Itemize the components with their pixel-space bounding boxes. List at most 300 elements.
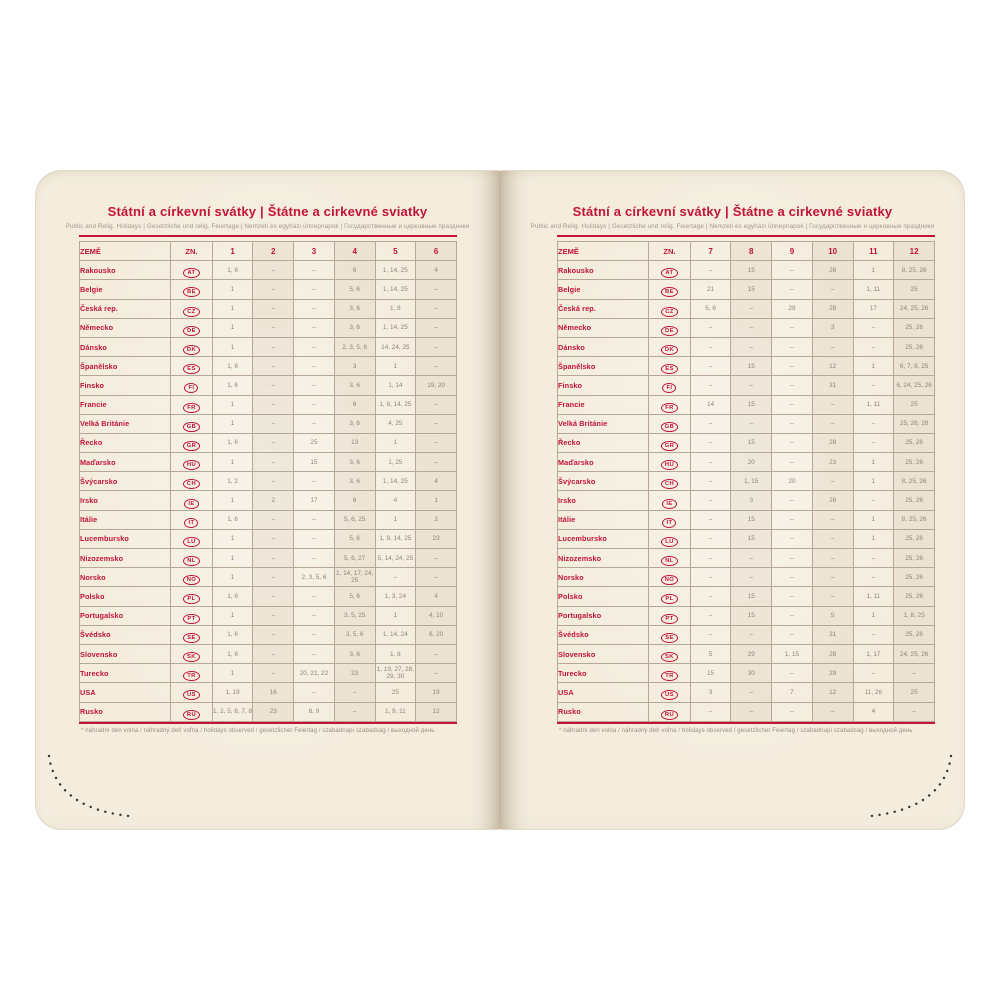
country-cell: Česká rep. bbox=[80, 299, 171, 318]
code-cell bbox=[171, 568, 212, 587]
holiday-dates-cell: 17 bbox=[853, 299, 894, 318]
holiday-dates-cell: – bbox=[853, 433, 894, 452]
holiday-dates-cell: – bbox=[416, 568, 457, 587]
month-column-header: 1 bbox=[212, 242, 253, 261]
holiday-dates-cell: – bbox=[690, 414, 731, 433]
holiday-dates-cell: 7 bbox=[772, 683, 813, 702]
table-row bbox=[558, 357, 935, 376]
holiday-dates-cell: 11, 26 bbox=[853, 683, 894, 702]
country-code-badge: LU bbox=[183, 537, 200, 547]
country-cell: Polsko bbox=[558, 587, 649, 606]
country-code-badge: IE bbox=[662, 499, 676, 509]
holiday-dates-cell: 15 bbox=[731, 433, 772, 452]
holiday-dates-cell: – bbox=[294, 472, 335, 491]
holiday-dates-cell: – bbox=[294, 261, 335, 280]
code-cell bbox=[649, 491, 690, 510]
holiday-dates-cell: 29 bbox=[812, 664, 853, 683]
code-cell bbox=[171, 472, 212, 491]
country-code-badge: CZ bbox=[661, 307, 678, 317]
holiday-dates-cell: 23 bbox=[253, 702, 294, 721]
holiday-dates-cell: – bbox=[690, 702, 731, 721]
holiday-dates-cell: 3, 6 bbox=[334, 414, 375, 433]
country-cell: Belgie bbox=[80, 280, 171, 299]
table-row bbox=[558, 625, 935, 644]
country-code-badge: LU bbox=[661, 537, 678, 547]
holiday-dates-cell: 15 bbox=[731, 357, 772, 376]
country-cell: Rakousko bbox=[558, 261, 649, 280]
code-cell bbox=[649, 625, 690, 644]
holiday-dates-cell: 1 bbox=[212, 549, 253, 568]
code-cell bbox=[649, 261, 690, 280]
code-column-header: ZN. bbox=[649, 242, 690, 261]
country-code-badge: BE bbox=[183, 287, 200, 297]
table-row bbox=[558, 568, 935, 587]
holiday-dates-cell: 1, 14, 25 bbox=[375, 318, 416, 337]
table-row bbox=[80, 664, 457, 683]
holiday-dates-cell: 6, 20 bbox=[416, 625, 457, 644]
holiday-dates-cell: – bbox=[690, 376, 731, 395]
code-cell bbox=[171, 299, 212, 318]
country-code-badge: SK bbox=[661, 652, 678, 662]
holiday-dates-cell: – bbox=[690, 568, 731, 587]
holiday-dates-cell: 1, 6 bbox=[212, 625, 253, 644]
holiday-dates-cell: – bbox=[690, 261, 731, 280]
code-cell bbox=[171, 414, 212, 433]
code-cell bbox=[171, 683, 212, 702]
country-cell: Irsko bbox=[80, 491, 171, 510]
country-code-badge: IE bbox=[184, 499, 198, 509]
holiday-dates-cell: 3, 5, 25 bbox=[334, 606, 375, 625]
holiday-dates-cell: 1, 2 bbox=[212, 472, 253, 491]
holidays-table-months-1-6 bbox=[79, 241, 457, 722]
table-row bbox=[558, 472, 935, 491]
holiday-dates-cell: 1 bbox=[853, 261, 894, 280]
holiday-dates-cell: 1, 14, 25 bbox=[375, 261, 416, 280]
holiday-dates-cell: 19, 20 bbox=[416, 376, 457, 395]
country-cell: Turecko bbox=[558, 664, 649, 683]
holiday-dates-cell: 1, 15 bbox=[772, 644, 813, 663]
holiday-dates-cell: – bbox=[416, 664, 457, 683]
holiday-dates-cell: – bbox=[812, 549, 853, 568]
month-column-header: 4 bbox=[334, 242, 375, 261]
holiday-dates-cell: 1 bbox=[212, 606, 253, 625]
holiday-dates-cell: – bbox=[772, 510, 813, 529]
page-title: Státní a církevní svátky | Štátne a cirkevné sviatky bbox=[107, 204, 428, 219]
holiday-dates-cell: – bbox=[772, 357, 813, 376]
holiday-dates-cell: – bbox=[690, 337, 731, 356]
holiday-dates-cell: 4, 10 bbox=[416, 606, 457, 625]
holiday-dates-cell: 5, 6 bbox=[334, 529, 375, 548]
holiday-dates-cell: 12 bbox=[812, 683, 853, 702]
holiday-dates-cell: 4 bbox=[416, 472, 457, 491]
holiday-dates-cell: – bbox=[812, 529, 853, 548]
table-row bbox=[558, 510, 935, 529]
holiday-dates-cell: 5, 6 bbox=[334, 587, 375, 606]
holiday-dates-cell: 1, 14 bbox=[375, 376, 416, 395]
code-cell bbox=[171, 587, 212, 606]
holiday-dates-cell: 1 bbox=[375, 357, 416, 376]
holiday-dates-cell: 2, 3, 5, 6 bbox=[334, 337, 375, 356]
holiday-dates-cell: 5 bbox=[690, 644, 731, 663]
holiday-dates-cell: – bbox=[294, 644, 335, 663]
month-column-header: 11 bbox=[853, 242, 894, 261]
table-row bbox=[558, 491, 935, 510]
holiday-dates-cell: – bbox=[690, 357, 731, 376]
holiday-dates-cell: 31 bbox=[812, 625, 853, 644]
holiday-dates-cell: – bbox=[416, 318, 457, 337]
holiday-dates-cell: – bbox=[731, 625, 772, 644]
table-row bbox=[558, 376, 935, 395]
holiday-dates-cell: 1, 6 bbox=[212, 587, 253, 606]
country-cell: Finsko bbox=[558, 376, 649, 395]
code-cell bbox=[649, 337, 690, 356]
holiday-dates-cell: 1 bbox=[416, 491, 457, 510]
holiday-dates-cell: – bbox=[853, 568, 894, 587]
code-cell bbox=[649, 702, 690, 721]
code-cell bbox=[649, 510, 690, 529]
holidays-table-months-7-12 bbox=[557, 241, 935, 722]
code-cell bbox=[649, 318, 690, 337]
table-row bbox=[80, 357, 457, 376]
divider-rule bbox=[79, 235, 457, 237]
holiday-dates-cell: 5, 14, 24, 25 bbox=[375, 549, 416, 568]
code-cell bbox=[649, 529, 690, 548]
country-code-badge: FR bbox=[183, 403, 200, 413]
country-code-badge: RU bbox=[661, 710, 678, 720]
holiday-dates-cell: – bbox=[772, 280, 813, 299]
holiday-dates-cell: 25, 26 bbox=[894, 568, 935, 587]
table-row bbox=[80, 299, 457, 318]
holiday-dates-cell: 4 bbox=[416, 261, 457, 280]
holiday-dates-cell: – bbox=[253, 414, 294, 433]
holiday-dates-cell: – bbox=[253, 549, 294, 568]
holiday-dates-cell: 1 bbox=[212, 337, 253, 356]
country-cell: Portugalsko bbox=[80, 606, 171, 625]
code-cell bbox=[649, 433, 690, 452]
footnote: * náhradní den volna / náhradný deň voľna / holidays observed / gesetzlicher Feiertag / szabadnapi szabadság / выходной день bbox=[559, 727, 913, 734]
holiday-dates-cell: – bbox=[294, 299, 335, 318]
holiday-dates-cell: 1, 8 bbox=[375, 299, 416, 318]
holiday-dates-cell: – bbox=[253, 261, 294, 280]
holiday-dates-cell: 1, 3, 24 bbox=[375, 587, 416, 606]
month-column-header: 12 bbox=[894, 242, 935, 261]
holiday-dates-cell: – bbox=[772, 587, 813, 606]
holiday-dates-cell: 1, 8 bbox=[375, 644, 416, 663]
holiday-dates-cell: 2 bbox=[253, 491, 294, 510]
code-cell bbox=[649, 587, 690, 606]
table-row bbox=[558, 414, 935, 433]
holiday-dates-cell: – bbox=[416, 414, 457, 433]
code-cell bbox=[171, 510, 212, 529]
country-cell: USA bbox=[558, 683, 649, 702]
holiday-dates-cell: 25 bbox=[294, 433, 335, 452]
country-cell: Řecko bbox=[80, 433, 171, 452]
holiday-dates-cell: 4 bbox=[375, 491, 416, 510]
holiday-dates-cell: 15 bbox=[731, 606, 772, 625]
country-code-badge: GR bbox=[183, 441, 201, 451]
code-cell bbox=[171, 529, 212, 548]
table-row bbox=[80, 606, 457, 625]
holiday-dates-cell: – bbox=[416, 337, 457, 356]
holiday-dates-cell: – bbox=[772, 664, 813, 683]
country-cell: Švýcarsko bbox=[558, 472, 649, 491]
holiday-dates-cell: 15 bbox=[294, 453, 335, 472]
holiday-dates-cell: – bbox=[812, 280, 853, 299]
country-code-badge: PT bbox=[183, 614, 199, 624]
holiday-dates-cell: – bbox=[894, 702, 935, 721]
country-cell: Německo bbox=[80, 318, 171, 337]
holiday-dates-cell: 1, 9, 14, 25 bbox=[375, 529, 416, 548]
country-cell: Rusko bbox=[558, 702, 649, 721]
holiday-dates-cell: 1 bbox=[212, 318, 253, 337]
holiday-dates-cell: 1 bbox=[375, 606, 416, 625]
holiday-dates-cell: 4 bbox=[416, 587, 457, 606]
holiday-dates-cell: – bbox=[253, 529, 294, 548]
country-code-badge: DE bbox=[183, 326, 200, 336]
holiday-dates-cell: – bbox=[253, 510, 294, 529]
holiday-dates-cell: – bbox=[294, 395, 335, 414]
code-cell bbox=[649, 568, 690, 587]
country-code-badge: DE bbox=[661, 326, 678, 336]
holiday-dates-cell: 28 bbox=[772, 299, 813, 318]
holiday-dates-cell: 28 bbox=[812, 433, 853, 452]
table-row bbox=[558, 261, 935, 280]
code-cell bbox=[649, 395, 690, 414]
holiday-dates-cell: 25, 26 bbox=[894, 587, 935, 606]
divider-rule bbox=[557, 235, 935, 237]
holiday-dates-cell: – bbox=[253, 433, 294, 452]
table-row bbox=[80, 529, 457, 548]
holiday-dates-cell: – bbox=[731, 702, 772, 721]
code-cell bbox=[171, 549, 212, 568]
holiday-dates-cell: 1, 8, 25 bbox=[894, 606, 935, 625]
holiday-dates-cell: 1, 14, 24 bbox=[375, 625, 416, 644]
table-row bbox=[80, 414, 457, 433]
country-column-header: ZEMĚ bbox=[558, 242, 649, 261]
holiday-dates-cell: 1, 6 bbox=[212, 510, 253, 529]
holiday-dates-cell: 6 bbox=[334, 395, 375, 414]
country-cell: Lucembursko bbox=[558, 529, 649, 548]
holiday-dates-cell: – bbox=[812, 414, 853, 433]
holiday-dates-cell: – bbox=[772, 625, 813, 644]
holiday-dates-cell: – bbox=[294, 683, 335, 702]
code-cell bbox=[171, 318, 212, 337]
holiday-dates-cell: – bbox=[690, 491, 731, 510]
page-subtitle: Public and Relig. Holidays | Gesetzliche und relig. Feiertage | Nemzeti és egyházi ünnepnapok | Государственные и церковные праздники bbox=[530, 223, 935, 230]
month-column-header: 7 bbox=[690, 242, 731, 261]
holiday-dates-cell: 3, 6 bbox=[334, 472, 375, 491]
country-code-badge: GB bbox=[183, 422, 201, 432]
holiday-dates-cell: – bbox=[853, 625, 894, 644]
holiday-dates-cell: – bbox=[416, 299, 457, 318]
month-column-header: 3 bbox=[294, 242, 335, 261]
country-cell: Belgie bbox=[558, 280, 649, 299]
holiday-dates-cell: – bbox=[690, 529, 731, 548]
country-code-badge: SE bbox=[183, 633, 200, 643]
holiday-dates-cell: 1, 6 bbox=[212, 433, 253, 452]
holiday-dates-cell: 3, 6 bbox=[334, 376, 375, 395]
holiday-dates-cell: – bbox=[416, 453, 457, 472]
holiday-dates-cell: 30 bbox=[731, 664, 772, 683]
month-column-header: 8 bbox=[731, 242, 772, 261]
country-code-badge: FI bbox=[184, 383, 198, 393]
table-row bbox=[80, 376, 457, 395]
country-code-badge: FI bbox=[662, 383, 676, 393]
holiday-dates-cell: – bbox=[416, 644, 457, 663]
country-code-badge: HU bbox=[661, 460, 678, 470]
country-code-badge: PT bbox=[661, 614, 677, 624]
table-row bbox=[558, 587, 935, 606]
holiday-dates-cell: – bbox=[416, 549, 457, 568]
table-row bbox=[558, 664, 935, 683]
holiday-dates-cell: – bbox=[812, 395, 853, 414]
holiday-dates-cell: 23 bbox=[334, 664, 375, 683]
holiday-dates-cell: – bbox=[253, 587, 294, 606]
holiday-dates-cell: 16 bbox=[253, 683, 294, 702]
table-header-row bbox=[80, 242, 457, 261]
month-column-header: 9 bbox=[772, 242, 813, 261]
table-row bbox=[80, 625, 457, 644]
page-title: Státní a církevní svátky | Štátne a cirkevné sviatky bbox=[572, 204, 893, 219]
holiday-dates-cell: – bbox=[812, 702, 853, 721]
footnote: * náhradní den volna / náhradný deň voľna / holidays observed / gesetzlicher Feiertag / szabadnapi szabadság / выходной день bbox=[81, 727, 435, 734]
country-code-badge: PL bbox=[661, 594, 677, 604]
holiday-dates-cell: 24, 25, 26 bbox=[894, 644, 935, 663]
country-code-badge: ES bbox=[661, 364, 678, 374]
country-code-badge: PL bbox=[183, 594, 199, 604]
holiday-dates-cell: – bbox=[772, 529, 813, 548]
holiday-dates-cell: 25 bbox=[375, 683, 416, 702]
country-code-badge: CZ bbox=[183, 307, 200, 317]
code-cell bbox=[171, 664, 212, 683]
country-cell: Česká rep. bbox=[558, 299, 649, 318]
holiday-dates-cell: 2 bbox=[416, 510, 457, 529]
holiday-dates-cell: – bbox=[812, 472, 853, 491]
code-cell bbox=[171, 261, 212, 280]
holiday-dates-cell: 5, 6 bbox=[690, 299, 731, 318]
holiday-dates-cell: – bbox=[731, 683, 772, 702]
holiday-dates-cell: – bbox=[772, 491, 813, 510]
country-code-badge: ES bbox=[183, 364, 200, 374]
holiday-dates-cell: 23 bbox=[416, 529, 457, 548]
country-code-badge: NL bbox=[661, 556, 678, 566]
holiday-dates-cell: 25, 26, 28 bbox=[894, 414, 935, 433]
country-code-badge: IT bbox=[662, 518, 676, 528]
code-cell bbox=[171, 280, 212, 299]
code-cell bbox=[649, 644, 690, 663]
country-code-badge: NL bbox=[183, 556, 200, 566]
table-row bbox=[80, 549, 457, 568]
country-cell: Francie bbox=[80, 395, 171, 414]
country-cell: Maďarsko bbox=[558, 453, 649, 472]
holiday-dates-cell: – bbox=[731, 299, 772, 318]
country-code-badge: GR bbox=[661, 441, 679, 451]
country-code-badge: DK bbox=[183, 345, 200, 355]
holiday-dates-cell: 19 bbox=[416, 683, 457, 702]
table-row bbox=[80, 433, 457, 452]
country-cell: Turecko bbox=[80, 664, 171, 683]
country-code-badge: NO bbox=[183, 575, 201, 585]
code-cell bbox=[171, 337, 212, 356]
holiday-dates-cell: – bbox=[690, 472, 731, 491]
country-cell: Maďarsko bbox=[80, 453, 171, 472]
table-row bbox=[558, 337, 935, 356]
holiday-dates-cell: 15 bbox=[731, 587, 772, 606]
holiday-dates-cell: – bbox=[294, 529, 335, 548]
country-code-badge: AT bbox=[661, 268, 677, 278]
holiday-dates-cell: 3 bbox=[690, 683, 731, 702]
holiday-dates-cell: – bbox=[853, 664, 894, 683]
code-cell bbox=[649, 299, 690, 318]
table-row bbox=[80, 337, 457, 356]
holiday-dates-cell: 13 bbox=[334, 433, 375, 452]
holiday-dates-cell: 6 bbox=[334, 261, 375, 280]
table-row bbox=[558, 433, 935, 452]
code-cell bbox=[649, 606, 690, 625]
table-row bbox=[80, 568, 457, 587]
holiday-dates-cell: 1 bbox=[212, 453, 253, 472]
holiday-dates-cell: 1 bbox=[853, 529, 894, 548]
country-code-badge: TR bbox=[183, 671, 200, 681]
holiday-dates-cell: – bbox=[731, 337, 772, 356]
country-cell: Francie bbox=[558, 395, 649, 414]
holiday-dates-cell: – bbox=[772, 568, 813, 587]
country-cell: Rakousko bbox=[80, 261, 171, 280]
country-cell: Nizozemsko bbox=[80, 549, 171, 568]
holiday-dates-cell: – bbox=[294, 606, 335, 625]
holiday-dates-cell: – bbox=[334, 702, 375, 721]
holiday-dates-cell: – bbox=[731, 414, 772, 433]
holiday-dates-cell: 23 bbox=[812, 453, 853, 472]
table-row bbox=[558, 683, 935, 702]
holiday-dates-cell: 6, 7, 8, 25 bbox=[894, 357, 935, 376]
holiday-dates-cell: 1 bbox=[212, 395, 253, 414]
code-column-header: ZN. bbox=[171, 242, 212, 261]
stitching-arc-icon bbox=[863, 752, 955, 822]
holiday-dates-cell: – bbox=[416, 395, 457, 414]
code-cell bbox=[171, 433, 212, 452]
holiday-dates-cell: – bbox=[772, 606, 813, 625]
holiday-dates-cell: – bbox=[253, 280, 294, 299]
holiday-dates-cell: – bbox=[253, 644, 294, 663]
month-column-header: 6 bbox=[416, 242, 457, 261]
holiday-dates-cell: 1 bbox=[375, 433, 416, 452]
holiday-dates-cell: – bbox=[690, 625, 731, 644]
holiday-dates-cell: – bbox=[690, 318, 731, 337]
holiday-dates-cell: 25, 26 bbox=[894, 625, 935, 644]
holiday-dates-cell: – bbox=[853, 318, 894, 337]
holiday-dates-cell: 25, 26 bbox=[894, 318, 935, 337]
holiday-dates-cell: – bbox=[294, 510, 335, 529]
holiday-dates-cell: 15 bbox=[731, 510, 772, 529]
code-cell bbox=[171, 702, 212, 721]
country-cell: Velká Británie bbox=[80, 414, 171, 433]
holiday-dates-cell: 8, 9 bbox=[294, 702, 335, 721]
holiday-dates-cell: 5, 6, 27 bbox=[334, 549, 375, 568]
holiday-dates-cell: 1 bbox=[853, 453, 894, 472]
country-column-header: ZEMĚ bbox=[80, 242, 171, 261]
holiday-dates-cell: – bbox=[416, 357, 457, 376]
holiday-dates-cell: – bbox=[253, 664, 294, 683]
country-cell: Řecko bbox=[558, 433, 649, 452]
table-header-row bbox=[558, 242, 935, 261]
holiday-dates-cell: 3 bbox=[731, 491, 772, 510]
holiday-dates-cell: 6, 24, 25, 26 bbox=[894, 376, 935, 395]
holiday-dates-cell: 1, 6 bbox=[212, 261, 253, 280]
holiday-dates-cell: 15 bbox=[731, 261, 772, 280]
table-row bbox=[80, 261, 457, 280]
country-cell: Slovensko bbox=[80, 644, 171, 663]
